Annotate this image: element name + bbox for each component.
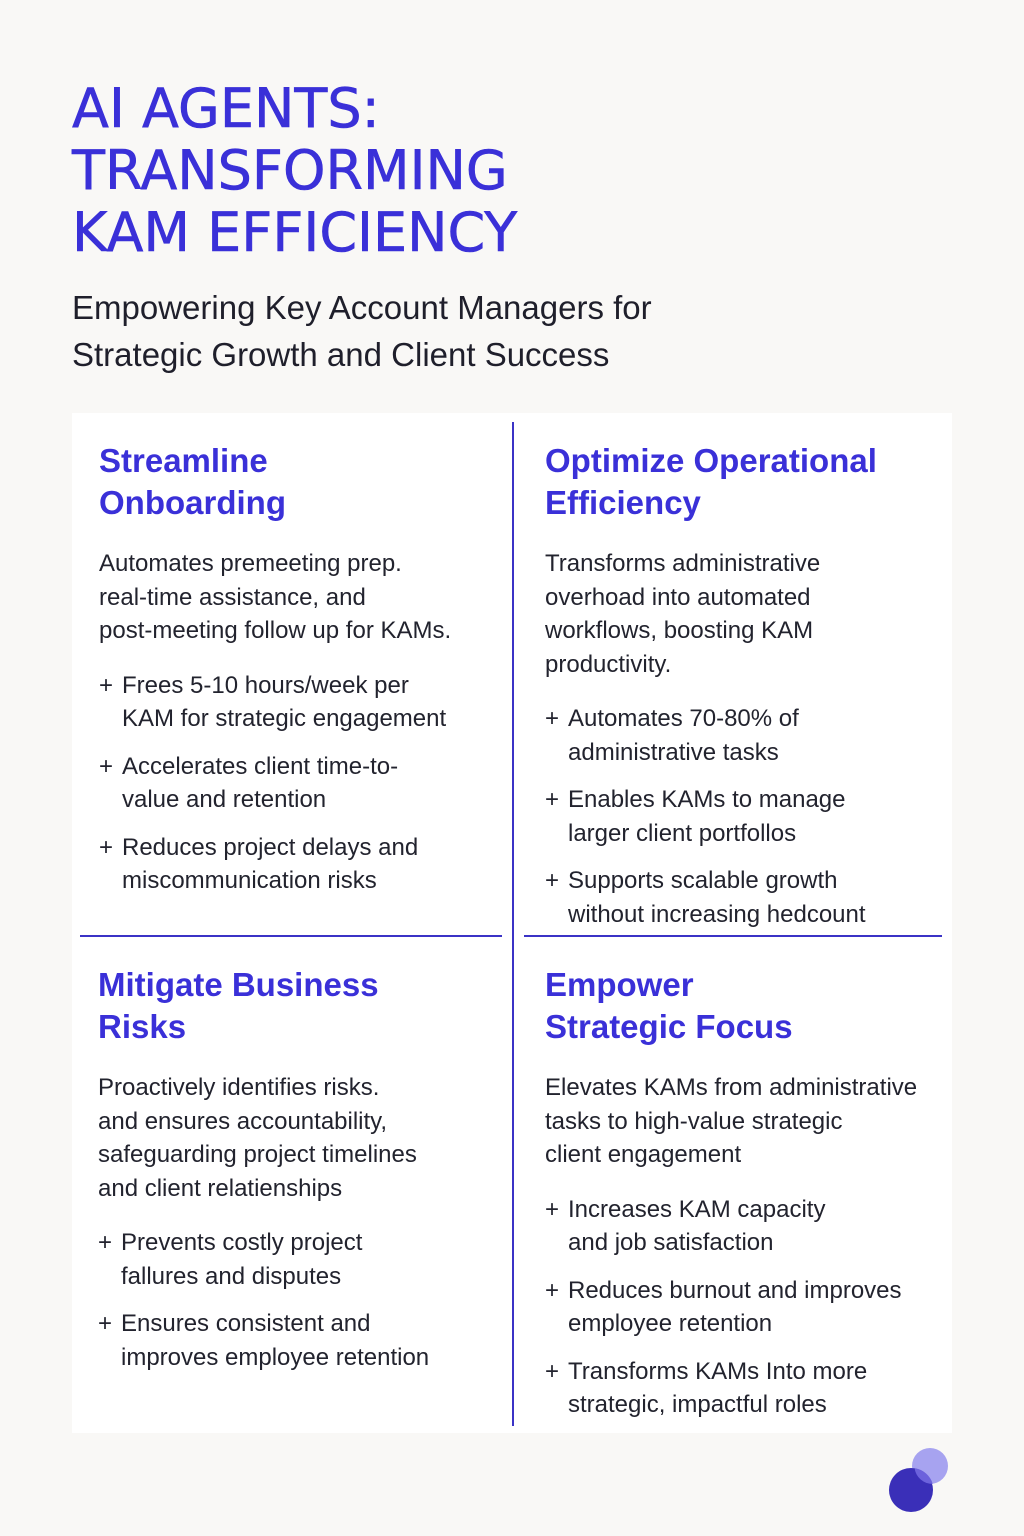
card-empower-strategic-focus [545, 964, 945, 1436]
plus-icon: + [99, 833, 114, 861]
card-description: Automates premeeting prep. real-time assistance, and post-meeting follow up for KAMs. [99, 550, 452, 644]
benefit-list [545, 702, 945, 931]
benefit-text: Transforms KAMs Into more strategic, impactful roles [568, 1357, 868, 1418]
card-optimize-operational-efficiency [545, 440, 945, 945]
benefit-item [99, 669, 499, 736]
benefit-item [545, 702, 945, 769]
card-heading: Mitigate Business Risks [98, 966, 379, 1045]
benefit-item [545, 1274, 945, 1341]
benefit-text: Reduces burnout and improves employee retention [568, 1276, 902, 1337]
page-title: AI AGENTS: TRANSFORMING KAM EFFICIENCY [72, 77, 518, 264]
benefit-item [545, 1355, 945, 1422]
plus-icon: + [99, 671, 114, 699]
card-description: Proactively identifies risks. and ensures accountability, safeguarding project timelines and client relatienships [98, 1074, 417, 1202]
horizontal-divider-left [80, 935, 502, 937]
benefit-item [99, 831, 499, 898]
vertical-divider [512, 422, 514, 1426]
plus-icon: + [545, 705, 560, 732]
plus-icon: + [98, 1229, 113, 1256]
plus-icon: + [99, 752, 114, 780]
benefit-text: Ensures consistent and improves employee retention [121, 1310, 430, 1371]
card-mitigate-business-risks [98, 964, 498, 1388]
plus-icon: + [98, 1310, 113, 1337]
card-heading: Empower Strategic Focus [545, 966, 793, 1045]
benefit-text: Prevents costly project fallures and disputes [121, 1229, 363, 1290]
benefit-text: Enables KAMs to manage larger client portfollos [568, 786, 846, 847]
benefit-text: Reduces project delays and miscommunication risks [122, 833, 419, 894]
benefit-list [545, 1193, 945, 1422]
benefit-text: Accelerates client time-to- value and retention [122, 752, 399, 813]
plus-icon: + [545, 1195, 560, 1223]
card-description: Transforms administrative overhoad into automated workflows, boosting KAM productivity. [545, 550, 821, 678]
benefit-item [98, 1307, 498, 1374]
benefit-item [99, 750, 499, 817]
overlapping-circles-icon [889, 1448, 953, 1512]
plus-icon: + [545, 867, 560, 894]
benefit-item [545, 864, 945, 931]
benefit-item [545, 1193, 945, 1260]
card-heading: Streamline Onboarding [99, 442, 286, 521]
benefit-item [98, 1226, 498, 1293]
benefit-text: Frees 5-10 hours/week per KAM for strategic engagement [122, 671, 447, 732]
benefit-list [99, 669, 499, 898]
benefit-text: Increases KAM capacity and job satisfaction [568, 1195, 826, 1256]
benefit-item [545, 783, 945, 850]
plus-icon: + [545, 786, 560, 813]
card-heading: Optimize Operational Efficiency [545, 442, 877, 521]
card-description: Elevates KAMs from administrative tasks to high-value strategic client engagement [545, 1074, 918, 1168]
plus-icon: + [545, 1357, 560, 1385]
benefit-list [98, 1226, 498, 1374]
card-streamline-onboarding [99, 440, 499, 912]
benefit-text: Supports scalable growth without increasing hedcount [568, 867, 866, 928]
benefit-text: Automates 70-80% of administrative tasks [568, 705, 799, 766]
plus-icon: + [545, 1276, 560, 1304]
page-subtitle: Empowering Key Account Managers for Strategic Growth and Client Success [72, 289, 652, 373]
